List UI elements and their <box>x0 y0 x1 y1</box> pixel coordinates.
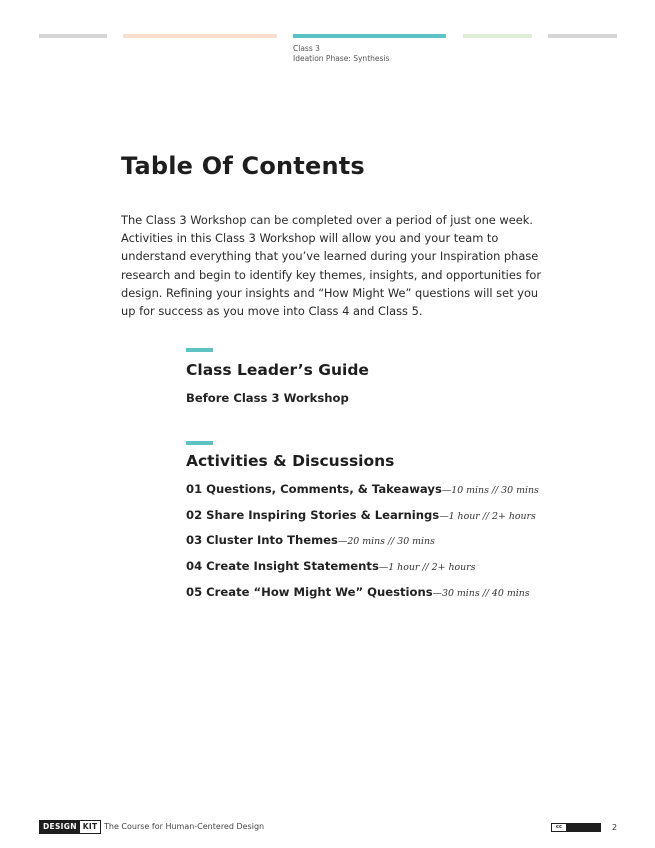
logo-kit-text: KIT <box>80 821 101 833</box>
logo-design-text: DESIGN <box>40 821 80 833</box>
toc-item-01[interactable] <box>186 482 539 496</box>
toc-item-02[interactable] <box>186 508 536 522</box>
toc-item-label: 02 Share Inspiring Stories & Learnings <box>186 508 440 522</box>
toc-item-duration: —20 mins // 30 mins <box>337 536 435 547</box>
cc-badge-fill <box>566 824 600 831</box>
class-label: Class 3 <box>293 44 320 53</box>
toc-item-label: Before Class 3 Workshop <box>186 391 349 405</box>
creative-commons-license-icon <box>551 823 601 832</box>
page-number: 2 <box>612 823 618 832</box>
toc-item-label: 03 Cluster Into Themes <box>186 533 338 547</box>
toc-item-before-workshop[interactable] <box>186 391 349 405</box>
toc-item-label: 01 Questions, Comments, & Takeaways <box>186 482 442 496</box>
section-title-activities: Activities & Discussions <box>186 452 395 470</box>
toc-item-label: 05 Create “How Might We” Questions <box>186 585 433 599</box>
running-header <box>293 44 389 64</box>
toc-item-04[interactable] <box>186 559 475 573</box>
progress-segment-class-5 <box>548 34 617 38</box>
section-accent-bar <box>186 348 213 352</box>
toc-item-duration: —30 mins // 40 mins <box>432 588 530 599</box>
phase-label: Ideation Phase: Synthesis <box>293 54 390 63</box>
section-title-leaders-guide: Class Leader’s Guide <box>186 361 369 379</box>
cc-badge-text: cc <box>552 824 566 831</box>
intro-paragraph: The Class 3 Workshop can be completed over a period of just one week. Activities in this Class 3 Workshop will allow you and your team to understand everything that you’ve learned during your Inspiration phase research and begin to identify key themes, insights, and opportunities for design. Refining your insights and “How Might We” questions will set you up for success as you move into Class 4 and Class 5. <box>121 213 542 319</box>
progress-segment-class-3-active <box>293 34 446 38</box>
section-accent-bar <box>186 441 213 445</box>
toc-item-05[interactable] <box>186 585 530 599</box>
toc-item-duration: —10 mins // 30 mins <box>441 485 539 496</box>
footer-course-title: The Course for Human-Centered Design <box>104 822 265 831</box>
designkit-logo <box>39 820 101 834</box>
toc-item-label: 04 Create Insight Statements <box>186 559 379 573</box>
toc-item-03[interactable] <box>186 533 435 547</box>
page-title: Table Of Contents <box>121 152 365 180</box>
toc-item-duration: —1 hour // 2+ hours <box>378 562 476 573</box>
toc-item-duration: —1 hour // 2+ hours <box>439 511 536 522</box>
progress-segment-class-4 <box>463 34 532 38</box>
progress-segment-class-1 <box>39 34 107 38</box>
progress-segment-class-2 <box>123 34 277 38</box>
